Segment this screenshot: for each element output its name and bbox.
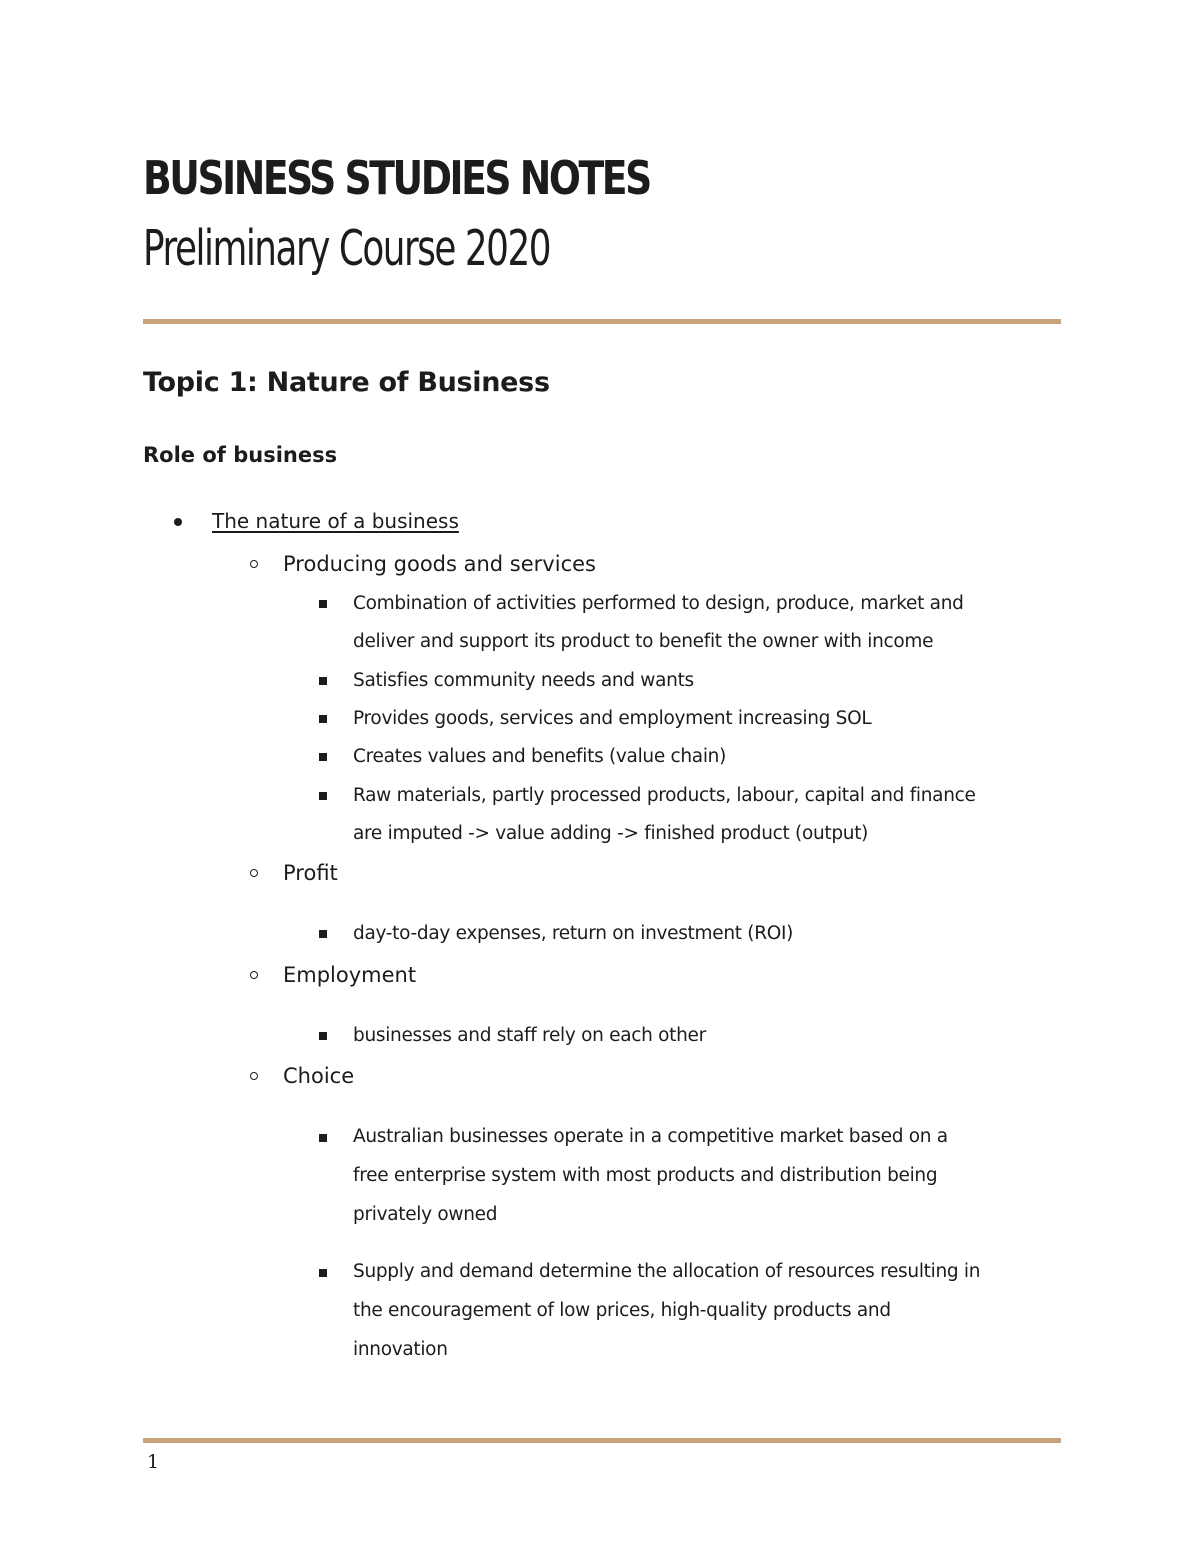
point-line: businesses and staff rely on each other xyxy=(353,1025,706,1046)
section-heading: Role of business xyxy=(143,443,338,467)
document-title: BUSINESS STUDIES NOTES xyxy=(143,151,650,205)
sub-item-producing-goods: Producing goods and services xyxy=(283,552,596,576)
circle-bullet-icon xyxy=(250,971,258,979)
sub-item-profit: Profit xyxy=(283,861,338,885)
document-subtitle: Preliminary Course 2020 xyxy=(143,220,551,277)
square-bullet-icon xyxy=(319,753,327,761)
square-bullet-icon xyxy=(319,1032,327,1040)
square-bullet-icon xyxy=(319,930,327,938)
point-line: Supply and demand determine the allocation of resources resulting in xyxy=(353,1261,981,1282)
point-line: Combination of activities performed to design, produce, market and xyxy=(353,593,964,614)
point-line: Australian businesses operate in a competitive market based on a xyxy=(353,1126,948,1147)
point-line: day-to-day expenses, return on investment (ROI) xyxy=(353,923,794,944)
point-line: Provides goods, services and employment increasing SOL xyxy=(353,708,872,729)
circle-bullet-icon xyxy=(250,869,258,877)
header-divider xyxy=(143,319,1061,324)
point-line: free enterprise system with most products and distribution being xyxy=(353,1165,938,1186)
square-bullet-icon xyxy=(319,600,327,608)
square-bullet-icon xyxy=(319,715,327,723)
square-bullet-icon xyxy=(319,792,327,800)
sub-item-employment: Employment xyxy=(283,963,417,987)
sub-item-choice: Choice xyxy=(283,1064,355,1088)
list-item-nature-of-business: The nature of a business xyxy=(212,509,459,533)
point-line: deliver and support its product to benefit the owner with income xyxy=(353,631,934,652)
topic-heading: Topic 1: Nature of Business xyxy=(143,367,550,398)
footer-divider xyxy=(143,1438,1061,1443)
circle-bullet-icon xyxy=(250,1072,258,1080)
square-bullet-icon xyxy=(319,677,327,685)
point-line: Raw materials, partly processed products, labour, capital and finance xyxy=(353,785,976,806)
point-line: privately owned xyxy=(353,1204,498,1225)
square-bullet-icon xyxy=(319,1269,327,1277)
disc-bullet-icon xyxy=(174,518,182,526)
point-line: Creates values and benefits (value chain) xyxy=(353,746,727,767)
point-line: Satisfies community needs and wants xyxy=(353,670,694,691)
point-line: are imputed -> value adding -> finished product (output) xyxy=(353,823,869,844)
page-number: 1 xyxy=(147,1451,160,1473)
circle-bullet-icon xyxy=(250,560,258,568)
point-line: the encouragement of low prices, high-quality products and xyxy=(353,1300,891,1321)
square-bullet-icon xyxy=(319,1134,327,1142)
point-line: innovation xyxy=(353,1339,448,1360)
